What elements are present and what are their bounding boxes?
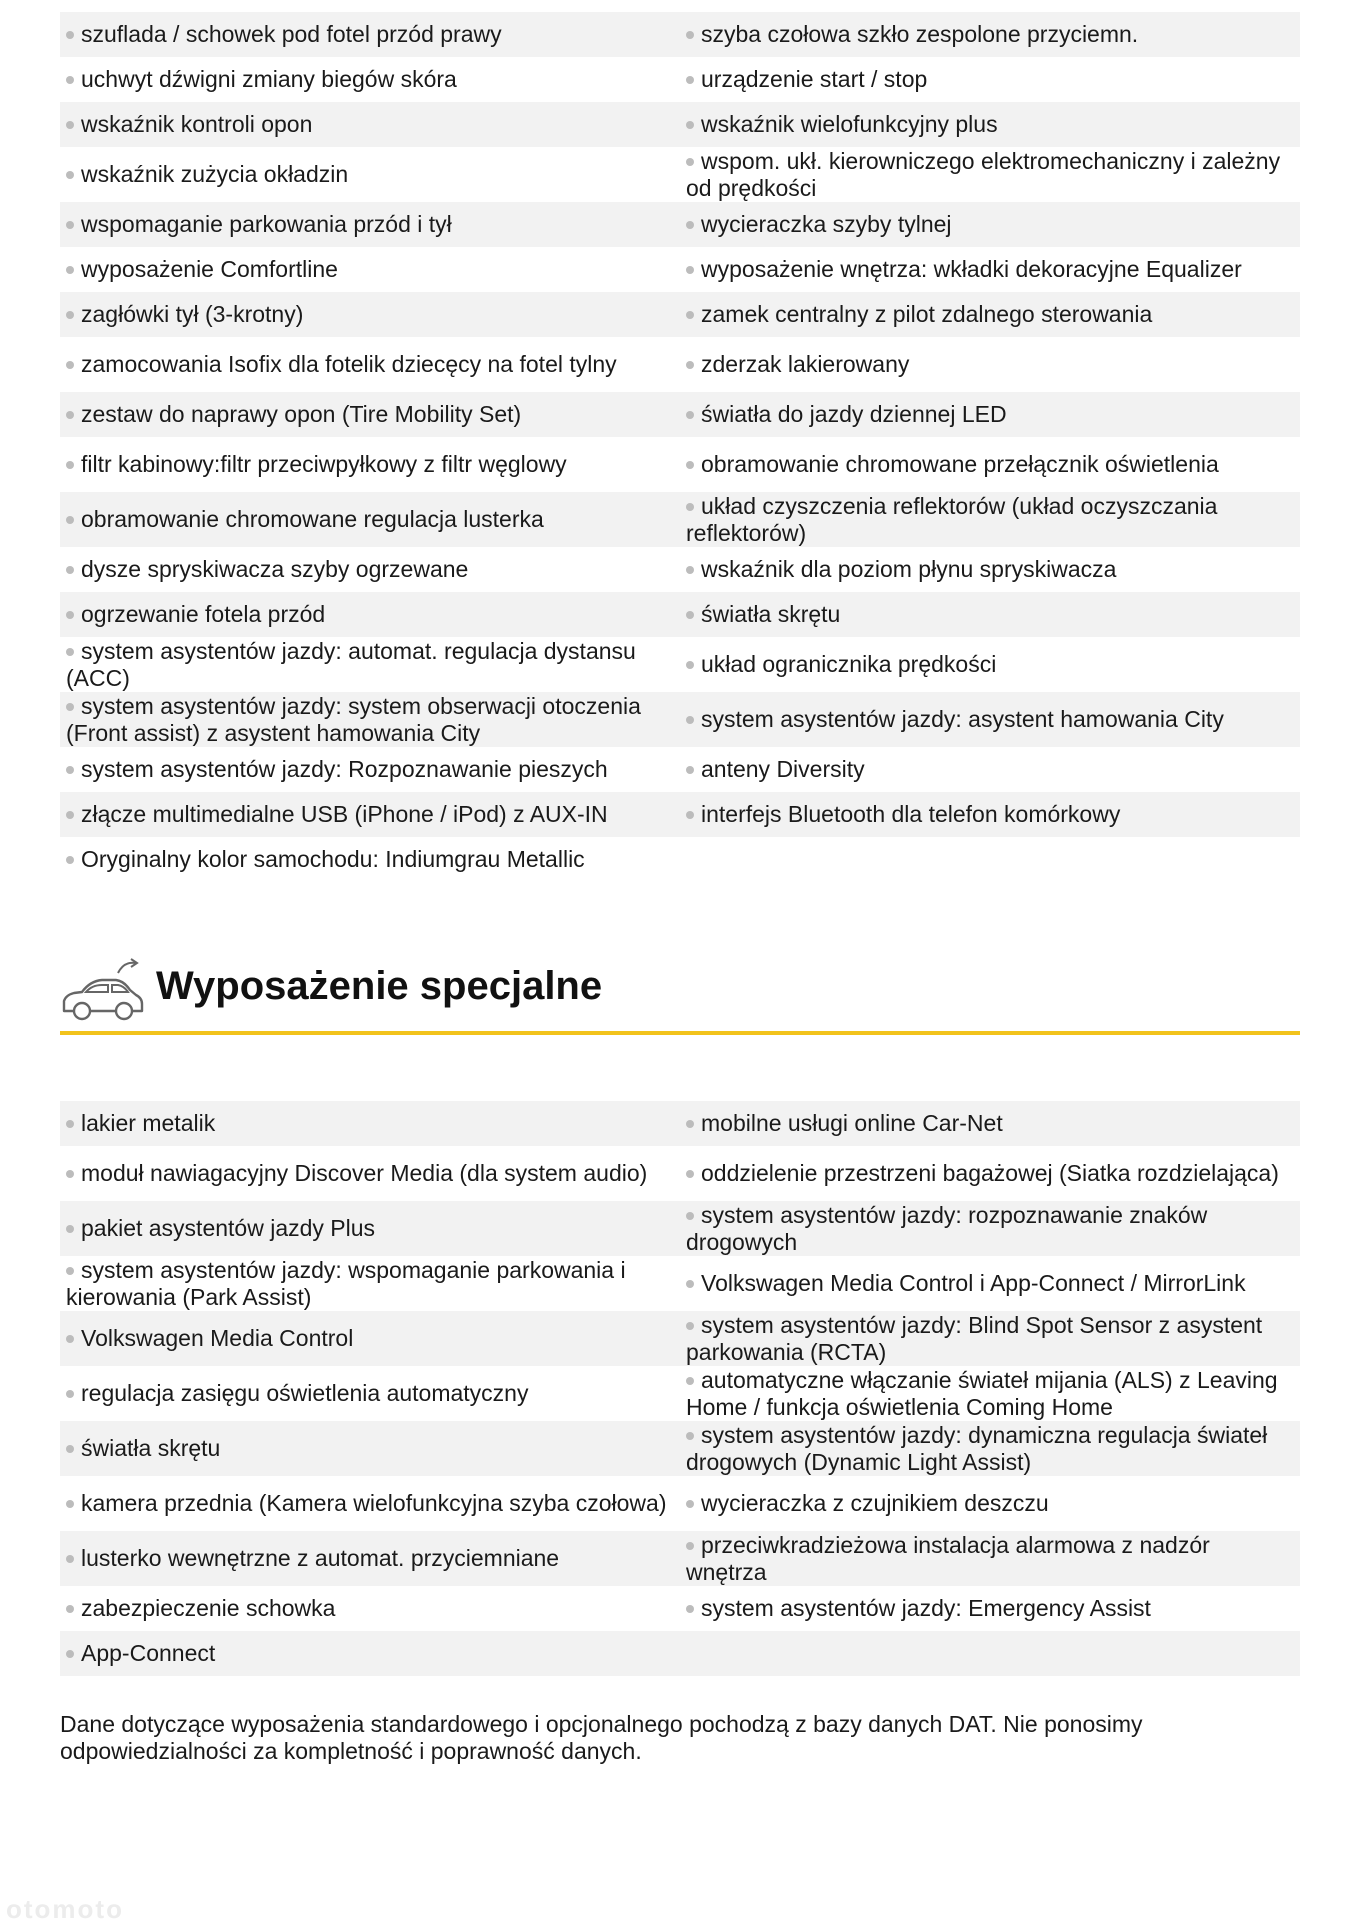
- bullet-icon: [686, 311, 694, 319]
- table-row: [60, 1366, 1300, 1421]
- equipment-item: [680, 292, 1300, 337]
- equipment-label: zestaw do naprawy opon (Tire Mobility Set): [81, 401, 522, 427]
- equipment-item: [680, 837, 1300, 882]
- equipment-label: Volkswagen Media Control: [81, 1325, 354, 1351]
- bullet-icon: [66, 461, 74, 469]
- equipment-item: [60, 437, 680, 492]
- equipment-label: system asystentów jazdy: system obserwacji otoczenia (Front assist) z asystent hamowania City: [66, 692, 641, 746]
- equipment-label: złącze multimedialne USB (iPhone / iPod) z AUX-IN: [81, 801, 608, 827]
- table-row: [60, 1476, 1300, 1531]
- equipment-item: [680, 1421, 1300, 1476]
- car-icon: [60, 955, 146, 1025]
- bullet-icon: [66, 516, 74, 524]
- equipment-label: układ ogranicznika prędkości: [701, 651, 997, 677]
- bullet-icon: [686, 361, 694, 369]
- equipment-item: [60, 492, 680, 547]
- bullet-icon: [66, 361, 74, 369]
- equipment-item: [60, 102, 680, 147]
- equipment-item: [680, 437, 1300, 492]
- bullet-icon: [66, 31, 74, 39]
- equipment-item: [60, 1201, 680, 1256]
- table-row: [60, 202, 1300, 247]
- disclaimer-text: Dane dotyczące wyposażenia standardowego i opcjonalnego pochodzą z bazy danych DAT. Nie ponosimy odpowiedzialności za kompletność i poprawność danych.: [60, 1711, 1143, 1764]
- equipment-item: [680, 1586, 1300, 1631]
- table-row: [60, 1531, 1300, 1586]
- equipment-item: [60, 12, 680, 57]
- table-row: [60, 837, 1300, 882]
- equipment-label: układ czyszczenia reflektorów (układ oczyszczania reflektorów): [686, 492, 1218, 546]
- equipment-item: [680, 1531, 1300, 1586]
- table-row: [60, 392, 1300, 437]
- equipment-label: przeciwkradzieżowa instalacja alarmowa z nadzór wnętrza: [686, 1531, 1210, 1585]
- bullet-icon: [66, 1650, 74, 1658]
- equipment-item: [60, 337, 680, 392]
- equipment-label: wspomaganie parkowania przód i tył: [81, 211, 452, 237]
- equipment-label: obramowanie chromowane przełącznik oświetlenia: [701, 451, 1219, 477]
- equipment-item: [680, 1201, 1300, 1256]
- equipment-label: wycieraczka szyby tylnej: [701, 211, 952, 237]
- equipment-item: [60, 1586, 680, 1631]
- equipment-label: zamek centralny z pilot zdalnego sterowania: [701, 301, 1153, 327]
- table-row: [60, 747, 1300, 792]
- table-row: [60, 1631, 1300, 1676]
- equipment-label: zabezpieczenie schowka: [81, 1595, 336, 1621]
- table-row: [60, 247, 1300, 292]
- table-row: [60, 547, 1300, 592]
- equipment-label: moduł nawiagacyjny Discover Media (dla system audio): [81, 1160, 648, 1186]
- equipment-label: dysze spryskiwacza szyby ogrzewane: [81, 556, 469, 582]
- equipment-label: interfejs Bluetooth dla telefon komórkowy: [701, 801, 1121, 827]
- equipment-item: [680, 792, 1300, 837]
- equipment-item: [680, 12, 1300, 57]
- equipment-item: [60, 247, 680, 292]
- bullet-icon: [686, 1280, 694, 1288]
- equipment-label: światła do jazdy dziennej LED: [701, 401, 1007, 427]
- equipment-item: [680, 1476, 1300, 1531]
- equipment-item: [680, 202, 1300, 247]
- table-row: [60, 692, 1300, 747]
- bullet-icon: [686, 611, 694, 619]
- equipment-item: [680, 337, 1300, 392]
- equipment-label: system asystentów jazdy: Rozpoznawanie pieszych: [81, 756, 608, 782]
- equipment-label: zagłówki tył (3-krotny): [81, 301, 304, 327]
- bullet-icon: [686, 266, 694, 274]
- bullet-icon: [66, 648, 74, 656]
- equipment-item: [680, 692, 1300, 747]
- special-equipment-table: [60, 1101, 1300, 1676]
- equipment-item: [680, 637, 1300, 692]
- table-row: [60, 102, 1300, 147]
- equipment-label: automatyczne włączanie świateł mijania (ALS) z Leaving Home / funkcja oświetlenia Coming Home: [686, 1366, 1278, 1420]
- equipment-item: [60, 792, 680, 837]
- bullet-icon: [686, 1322, 694, 1330]
- standard-equipment-table: [60, 12, 1300, 882]
- table-row: [60, 12, 1300, 57]
- bullet-icon: [66, 1555, 74, 1563]
- equipment-item: [60, 1101, 680, 1146]
- equipment-label: anteny Diversity: [701, 756, 865, 782]
- equipment-item: [680, 592, 1300, 637]
- equipment-label: wyposażenie wnętrza: wkładki dekoracyjne Equalizer: [701, 256, 1242, 282]
- bullet-icon: [686, 461, 694, 469]
- equipment-label: system asystentów jazdy: rozpoznawanie znaków drogowych: [686, 1201, 1208, 1255]
- bullet-icon: [66, 266, 74, 274]
- bullet-icon: [686, 158, 694, 166]
- equipment-label: wycieraczka z czujnikiem deszczu: [701, 1490, 1049, 1516]
- equipment-label: zamocowania Isofix dla fotelik dziecęcy na fotel tylny: [81, 351, 617, 377]
- equipment-item: [60, 637, 680, 692]
- equipment-item: [60, 57, 680, 102]
- equipment-item: [680, 1311, 1300, 1366]
- bullet-icon: [686, 411, 694, 419]
- equipment-item: [680, 392, 1300, 437]
- table-row: [60, 1311, 1300, 1366]
- bullet-icon: [686, 1542, 694, 1550]
- equipment-item: [60, 1421, 680, 1476]
- bullet-icon: [66, 856, 74, 864]
- equipment-item: [60, 837, 680, 882]
- table-row: [60, 592, 1300, 637]
- bullet-icon: [686, 1212, 694, 1220]
- equipment-label: lusterko wewnętrzne z automat. przyciemniane: [81, 1545, 560, 1571]
- equipment-item: [60, 747, 680, 792]
- equipment-item: [60, 547, 680, 592]
- bullet-icon: [686, 566, 694, 574]
- equipment-item: [60, 1146, 680, 1201]
- bullet-icon: [686, 76, 694, 84]
- equipment-label: ogrzewanie fotela przód: [81, 601, 326, 627]
- bullet-icon: [686, 1120, 694, 1128]
- equipment-item: [60, 1476, 680, 1531]
- equipment-label: światła skrętu: [701, 601, 841, 627]
- table-row: [60, 492, 1300, 547]
- bullet-icon: [66, 611, 74, 619]
- equipment-label: system asystentów jazdy: Blind Spot Sensor z asystent parkowania (RCTA): [686, 1311, 1263, 1365]
- equipment-label: kamera przednia (Kamera wielofunkcyjna szyba czołowa): [81, 1490, 667, 1516]
- bullet-icon: [686, 121, 694, 129]
- table-row: [60, 437, 1300, 492]
- equipment-label: światła skrętu: [81, 1435, 221, 1461]
- table-row: [60, 1586, 1300, 1631]
- bullet-icon: [66, 1390, 74, 1398]
- bullet-icon: [686, 811, 694, 819]
- bullet-icon: [66, 76, 74, 84]
- table-row: [60, 337, 1300, 392]
- table-row: [60, 147, 1300, 202]
- table-row: [60, 637, 1300, 692]
- equipment-item: [680, 147, 1300, 202]
- equipment-item: [680, 747, 1300, 792]
- equipment-label: wskaźnik kontroli opon: [81, 111, 313, 137]
- bullet-icon: [66, 1170, 74, 1178]
- equipment-label: mobilne usługi online Car-Net: [701, 1110, 1003, 1136]
- equipment-item: [680, 247, 1300, 292]
- table-row: [60, 1146, 1300, 1201]
- bullet-icon: [66, 811, 74, 819]
- equipment-label: zderzak lakierowany: [701, 351, 910, 377]
- equipment-label: szyba czołowa szkło zespolone przyciemn.: [701, 21, 1139, 47]
- bullet-icon: [686, 1605, 694, 1613]
- equipment-label: system asystentów jazdy: dynamiczna regulacja świateł drogowych (Dynamic Light Assist): [686, 1421, 1268, 1475]
- bullet-icon: [66, 766, 74, 774]
- equipment-label: lakier metalik: [81, 1110, 216, 1136]
- section-title: Wyposażenie specjalne: [156, 964, 603, 1008]
- equipment-label: regulacja zasięgu oświetlenia automatyczny: [81, 1380, 529, 1406]
- equipment-item: [60, 147, 680, 202]
- equipment-item: [680, 492, 1300, 547]
- equipment-item: [60, 392, 680, 437]
- equipment-label: system asystentów jazdy: Emergency Assist: [701, 1595, 1151, 1621]
- equipment-label: uchwyt dźwigni zmiany biegów skóra: [81, 66, 457, 92]
- equipment-label: system asystentów jazdy: automat. regulacja dystansu (ACC): [66, 637, 636, 691]
- equipment-label: wskaźnik wielofunkcyjny plus: [701, 111, 998, 137]
- equipment-item: [60, 292, 680, 337]
- bullet-icon: [686, 1377, 694, 1385]
- bullet-icon: [686, 661, 694, 669]
- equipment-label: App-Connect: [81, 1640, 216, 1666]
- equipment-item: [680, 1366, 1300, 1421]
- bullet-icon: [66, 1335, 74, 1343]
- bullet-icon: [66, 1605, 74, 1613]
- equipment-item: [680, 1256, 1300, 1311]
- equipment-item: [60, 1631, 680, 1676]
- equipment-item: [680, 57, 1300, 102]
- equipment-item: [60, 1366, 680, 1421]
- bullet-icon: [66, 1500, 74, 1508]
- bullet-icon: [686, 766, 694, 774]
- bullet-icon: [686, 503, 694, 511]
- watermark-logo: otomoto: [6, 1894, 124, 1924]
- bullet-icon: [66, 703, 74, 711]
- equipment-item: [60, 1256, 680, 1311]
- table-row: [60, 792, 1300, 837]
- equipment-label: system asystentów jazdy: wspomaganie parkowania i kierowania (Park Assist): [66, 1256, 626, 1310]
- equipment-label: wskaźnik zużycia okładzin: [81, 161, 349, 187]
- equipment-label: filtr kabinowy:filtr przeciwpyłkowy z filtr węglowy: [81, 451, 567, 477]
- bullet-icon: [66, 1267, 74, 1275]
- equipment-item: [680, 547, 1300, 592]
- bullet-icon: [66, 221, 74, 229]
- table-row: [60, 292, 1300, 337]
- table-row: [60, 1201, 1300, 1256]
- bullet-icon: [686, 716, 694, 724]
- equipment-label: wyposażenie Comfortline: [81, 256, 338, 282]
- equipment-item: [60, 592, 680, 637]
- equipment-label: wskaźnik dla poziom płynu spryskiwacza: [701, 556, 1117, 582]
- table-row: [60, 1101, 1300, 1146]
- bullet-icon: [686, 1432, 694, 1440]
- bullet-icon: [66, 1225, 74, 1233]
- equipment-label: pakiet asystentów jazdy Plus: [81, 1215, 376, 1241]
- bullet-icon: [66, 411, 74, 419]
- equipment-item: [60, 1531, 680, 1586]
- bullet-icon: [66, 311, 74, 319]
- equipment-item: [680, 1101, 1300, 1146]
- equipment-label: Oryginalny kolor samochodu: Indiumgrau Metallic: [81, 846, 585, 872]
- equipment-item: [60, 202, 680, 247]
- bullet-icon: [66, 566, 74, 574]
- equipment-label: Volkswagen Media Control i App-Connect / MirrorLink: [701, 1270, 1246, 1296]
- table-row: [60, 1256, 1300, 1311]
- bullet-icon: [686, 221, 694, 229]
- equipment-label: urządzenie start / stop: [701, 66, 928, 92]
- equipment-item: [680, 1146, 1300, 1201]
- table-row: [60, 57, 1300, 102]
- bullet-icon: [686, 31, 694, 39]
- equipment-label: obramowanie chromowane regulacja lusterka: [81, 506, 544, 532]
- equipment-item: [680, 1631, 1300, 1676]
- equipment-item: [60, 1311, 680, 1366]
- bullet-icon: [66, 1445, 74, 1453]
- equipment-item: [60, 692, 680, 747]
- bullet-icon: [66, 171, 74, 179]
- bullet-icon: [66, 121, 74, 129]
- equipment-label: system asystentów jazdy: asystent hamowania City: [701, 706, 1224, 732]
- bullet-icon: [686, 1500, 694, 1508]
- bullet-icon: [66, 1120, 74, 1128]
- equipment-label: szuflada / schowek pod fotel przód prawy: [81, 21, 502, 47]
- equipment-item: [680, 102, 1300, 147]
- bullet-icon: [686, 1170, 694, 1178]
- equipment-label: wspom. ukł. kierowniczego elektromechaniczny i zależny od prędkości: [686, 147, 1281, 201]
- special-equipment-header: [60, 955, 1300, 1035]
- equipment-label: oddzielenie przestrzeni bagażowej (Siatka rozdzielająca): [701, 1160, 1279, 1186]
- table-row: [60, 1421, 1300, 1476]
